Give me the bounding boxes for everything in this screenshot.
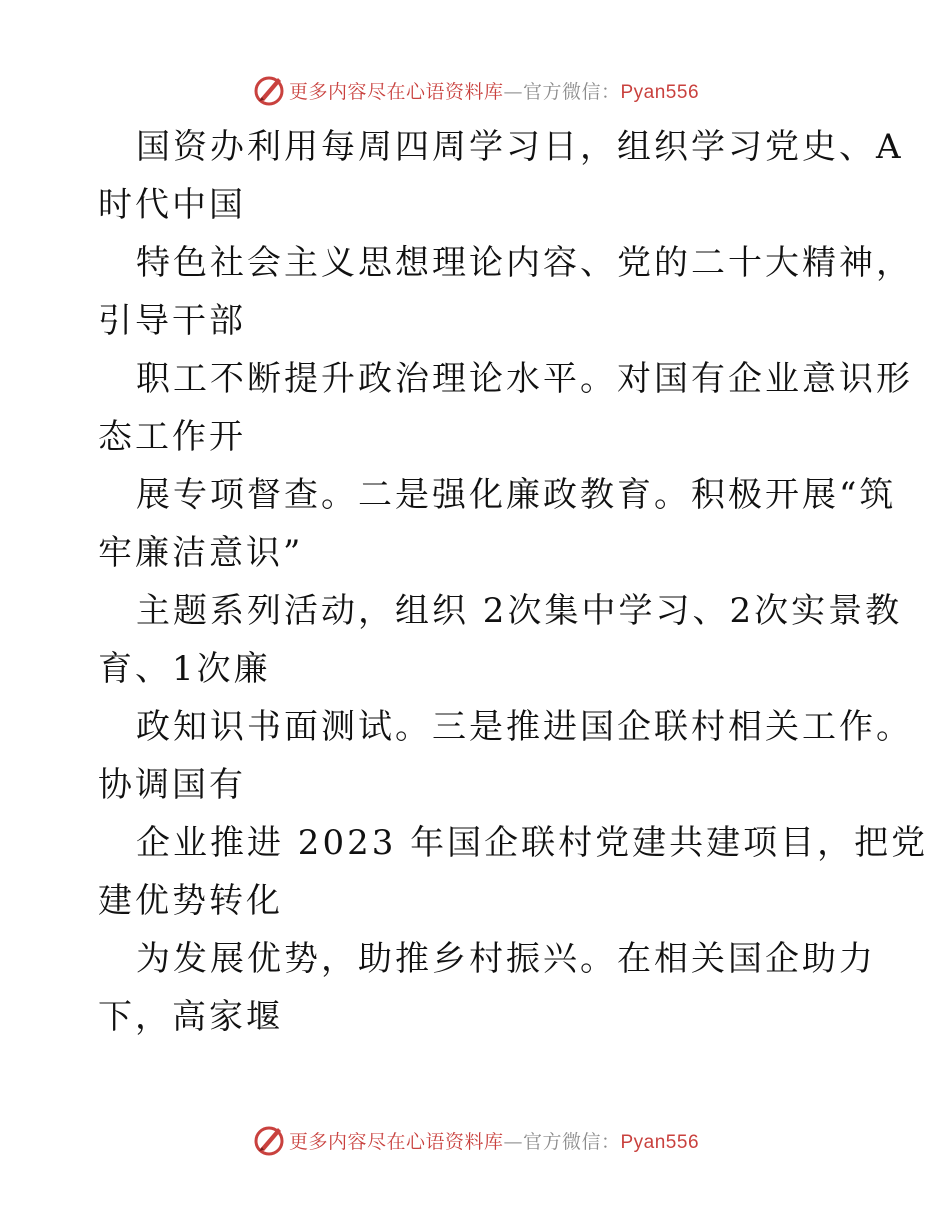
text-line: 国资办利用每周四周学习日，组织学习党史、A [136, 127, 904, 167]
text-line: 态工作开 [98, 417, 246, 457]
text-line: 引导干部 [98, 301, 246, 341]
banner-text [289, 77, 699, 104]
banner-site-name: 更多内容尽在心语资料库 [288, 1130, 504, 1153]
text-line: 特色社会主义思想理论内容、党的二十大精神， [136, 243, 913, 283]
text-line: 为发展优势，助推乡村振兴。在相关国企助力 [136, 939, 876, 979]
banner-text [289, 1127, 699, 1154]
text-line: 牢廉洁意识” [98, 533, 304, 573]
text-line: 建优势转化 [98, 881, 283, 921]
banner-wechat-label: 官方微信： [522, 1130, 621, 1153]
text-line: 协调国有 [98, 765, 246, 805]
banner-wechat-label: 官方微信： [522, 80, 621, 103]
text-line: 育、1次廉 [98, 649, 271, 689]
quill-pen-logo-icon [251, 1122, 287, 1158]
text-line: 企业推进 2023 年国企联村党建共建项目，把党 [136, 823, 929, 863]
text-line: 下，高家堰 [98, 997, 283, 1037]
text-line: 政知识书面测试。三是推进国企联村相关工作。 [136, 707, 913, 747]
text-line: 职工不断提升政治理论水平。对国有企业意识形 [136, 359, 913, 399]
banner-site-name: 更多内容尽在心语资料库 [288, 80, 504, 103]
quill-pen-logo-icon [251, 72, 287, 108]
banner-wechat-id: Pyan556 [620, 81, 700, 103]
banner-wechat-id: Pyan556 [620, 1131, 700, 1153]
banner-separator: — [503, 80, 523, 103]
document-body [98, 118, 929, 1046]
text-line: 主题系列活动，组织 2次集中学习、2次实景教 [136, 591, 903, 631]
banner-separator: — [503, 1130, 523, 1153]
text-line: 展专项督查。二是强化廉政教育。积极开展“筑 [136, 475, 897, 515]
header-banner [0, 70, 950, 110]
footer-banner [0, 1120, 950, 1160]
text-line: 时代中国 [98, 185, 246, 225]
